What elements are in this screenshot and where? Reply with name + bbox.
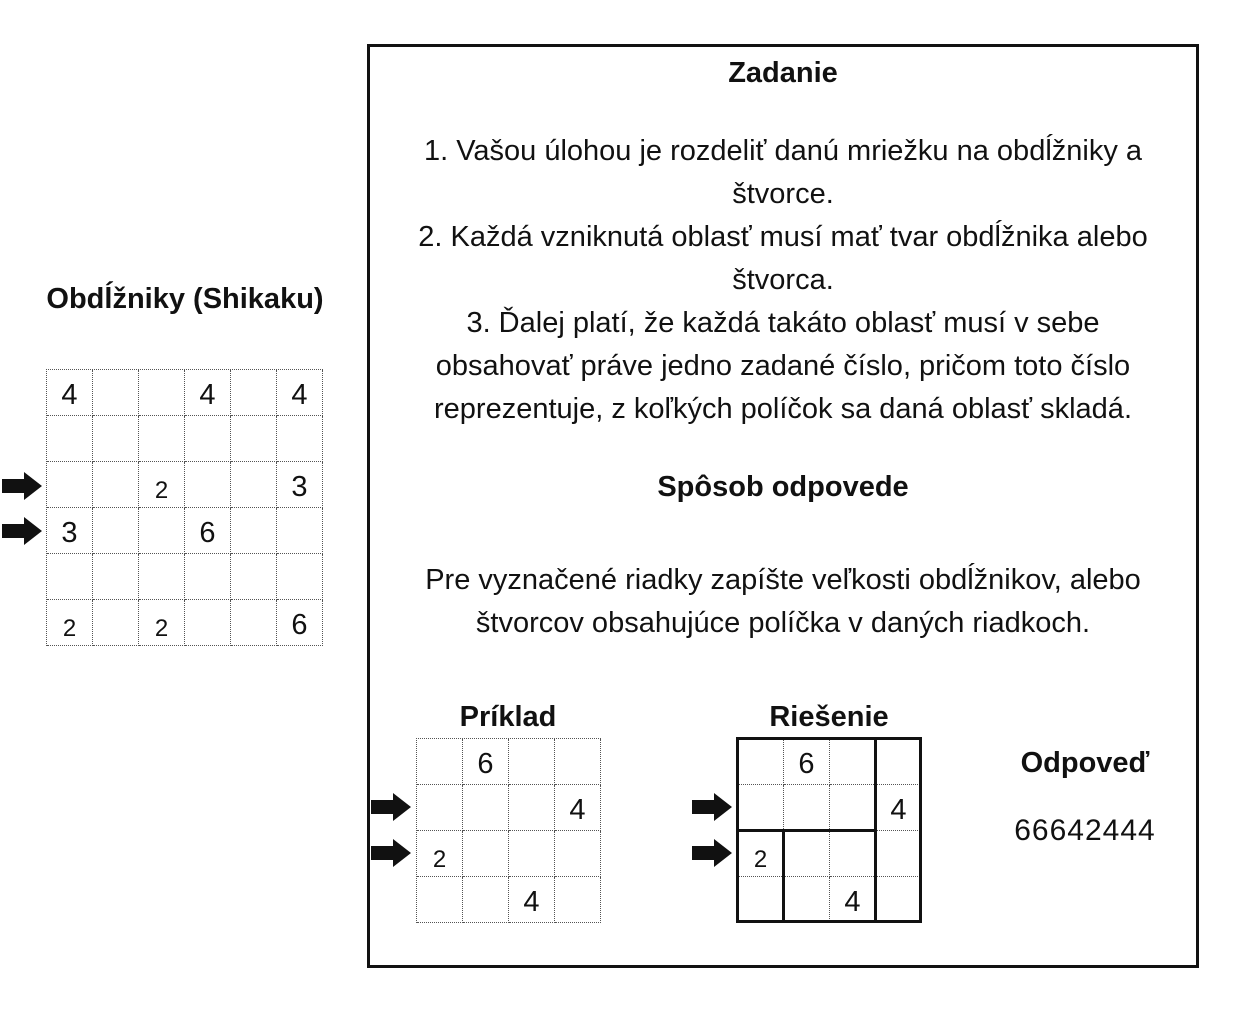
puzzle-cell-number: 3 <box>291 471 308 503</box>
solution-cell-number: 2 <box>753 846 768 873</box>
puzzle-cell-number: 6 <box>291 609 308 641</box>
example-row-3-arrow-icon <box>371 839 411 867</box>
example-cell <box>555 785 601 831</box>
solution-cell <box>784 831 830 877</box>
solution-cell-number: 4 <box>890 794 907 826</box>
example-cell-number: 6 <box>477 748 494 780</box>
puzzle-cell-number: 4 <box>199 379 216 411</box>
solution-divider-horizontal <box>736 829 877 832</box>
instructions-body <box>370 130 1196 431</box>
example-cell <box>509 739 555 785</box>
puzzle-cell-number: 6 <box>199 517 216 549</box>
solution-title: Riešenie <box>769 701 889 733</box>
puzzle-cell-number: 4 <box>291 379 308 411</box>
example-cell <box>417 877 463 923</box>
instructions-heading: Zadanie <box>728 57 838 89</box>
puzzle-cell[interactable] <box>277 600 323 646</box>
answer-method-body <box>370 559 1196 645</box>
puzzle-cell-number: 4 <box>61 379 78 411</box>
row-4-marker-arrow-icon <box>2 517 42 545</box>
example-title: Príklad <box>459 701 557 733</box>
example-cell <box>555 831 601 877</box>
solution-cell <box>784 785 830 831</box>
solution-cell <box>876 785 922 831</box>
solution-cell <box>784 877 830 923</box>
puzzle-cell[interactable] <box>277 554 323 600</box>
solution-cell <box>738 877 784 923</box>
puzzle-cell[interactable] <box>93 600 139 646</box>
instruction-line: obsahovať práve jedno zadané číslo, pričom toto číslo <box>435 350 1131 382</box>
solution-cell <box>784 739 830 785</box>
puzzle-cell[interactable] <box>231 554 277 600</box>
solution-cell <box>738 739 784 785</box>
puzzle-cell[interactable] <box>277 462 323 508</box>
instruction-line: štvorce. <box>732 178 834 210</box>
puzzle-cell[interactable] <box>47 462 93 508</box>
puzzle-cell[interactable] <box>139 508 185 554</box>
solution-row-2-arrow-icon <box>692 793 732 821</box>
puzzle-cell[interactable] <box>139 462 185 508</box>
puzzle-cell[interactable] <box>231 370 277 416</box>
solution-cell-number: 6 <box>798 748 815 780</box>
puzzle-cell[interactable] <box>93 554 139 600</box>
solution-cell <box>876 831 922 877</box>
example-cell <box>417 785 463 831</box>
example-row-2-arrow-icon <box>371 793 411 821</box>
puzzle-title: Obdĺžniky (Shikaku) <box>46 283 324 315</box>
puzzle-cell[interactable] <box>185 554 231 600</box>
solution-border-top <box>736 737 922 740</box>
puzzle-cell-number: 2 <box>62 615 77 642</box>
example-cell <box>509 785 555 831</box>
instructions-panel <box>367 44 1199 968</box>
answer-method-line: Pre vyznačené riadky zapíšte veľkosti obdĺžnikov, alebo <box>425 564 1141 596</box>
puzzle-cell[interactable] <box>139 554 185 600</box>
puzzle-cell[interactable] <box>231 600 277 646</box>
example-grid <box>416 738 601 923</box>
answer-value: 66642444 <box>1014 814 1156 847</box>
example-cell <box>509 831 555 877</box>
answer-method-heading: Spôsob odpovede <box>657 471 909 503</box>
puzzle-cell[interactable] <box>47 416 93 462</box>
instruction-line: 3. Ďalej platí, že každá takáto oblasť musí v sebe <box>466 307 1100 339</box>
instruction-line: 2. Každá vzniknutá oblasť musí mať tvar obdĺžnika alebo <box>418 221 1148 253</box>
puzzle-cell[interactable] <box>185 370 231 416</box>
puzzle-cell[interactable] <box>277 508 323 554</box>
example-cell <box>417 831 463 877</box>
solution-border-bottom <box>736 920 922 923</box>
solution-cell <box>830 739 876 785</box>
solution-cell <box>876 739 922 785</box>
puzzle-cell-number: 2 <box>154 615 169 642</box>
instruction-line: 1. Vašou úlohou je rozdeliť danú mriežku na obdĺžniky a <box>423 135 1143 167</box>
solution-cell <box>876 877 922 923</box>
solution-cell-number: 4 <box>844 886 861 918</box>
example-cell-number: 4 <box>523 886 540 918</box>
puzzle-cell-number: 2 <box>154 477 169 504</box>
solution-cell <box>738 831 784 877</box>
example-cell <box>463 739 509 785</box>
example-cell-number: 2 <box>432 846 447 873</box>
solution-border-right <box>919 737 922 923</box>
puzzle-cell[interactable] <box>47 370 93 416</box>
puzzle-cell[interactable] <box>185 508 231 554</box>
solution-cell <box>738 785 784 831</box>
puzzle-cell[interactable] <box>93 370 139 416</box>
solution-cell <box>830 785 876 831</box>
solution-divider-vertical-2 <box>782 829 785 922</box>
answer-title: Odpoveď <box>1020 747 1150 779</box>
answer-method-line: štvorcov obsahujúce políčka v daných riadkoch. <box>475 607 1091 639</box>
example-cell <box>463 831 509 877</box>
example-cell <box>417 739 463 785</box>
puzzle-grid[interactable] <box>46 369 323 646</box>
puzzle-cell[interactable] <box>185 462 231 508</box>
puzzle-cell[interactable] <box>231 508 277 554</box>
solution-row-3-arrow-icon <box>692 839 732 867</box>
puzzle-cell[interactable] <box>185 416 231 462</box>
example-cell-number: 4 <box>569 794 586 826</box>
example-cell <box>463 877 509 923</box>
instruction-line: štvorca. <box>732 264 834 296</box>
puzzle-cell-number: 3 <box>61 517 78 549</box>
row-3-marker-arrow-icon <box>2 472 42 500</box>
example-cell <box>555 877 601 923</box>
example-cell <box>555 739 601 785</box>
puzzle-cell[interactable] <box>139 370 185 416</box>
puzzle-cell[interactable] <box>277 370 323 416</box>
example-cell <box>463 785 509 831</box>
puzzle-cell[interactable] <box>93 508 139 554</box>
puzzle-cell[interactable] <box>93 416 139 462</box>
puzzle-cell[interactable] <box>47 508 93 554</box>
puzzle-cell[interactable] <box>139 416 185 462</box>
puzzle-cell[interactable] <box>277 416 323 462</box>
solution-cell <box>830 831 876 877</box>
puzzle-cell[interactable] <box>185 600 231 646</box>
instruction-line: reprezentuje, z koľkých políčok sa daná oblasť skladá. <box>434 393 1132 425</box>
puzzle-cell[interactable] <box>139 600 185 646</box>
puzzle-cell[interactable] <box>231 462 277 508</box>
example-cell <box>509 877 555 923</box>
puzzle-cell[interactable] <box>93 462 139 508</box>
puzzle-cell[interactable] <box>47 600 93 646</box>
puzzle-cell[interactable] <box>47 554 93 600</box>
puzzle-cell[interactable] <box>231 416 277 462</box>
solution-grid <box>737 738 921 922</box>
solution-cell <box>830 877 876 923</box>
